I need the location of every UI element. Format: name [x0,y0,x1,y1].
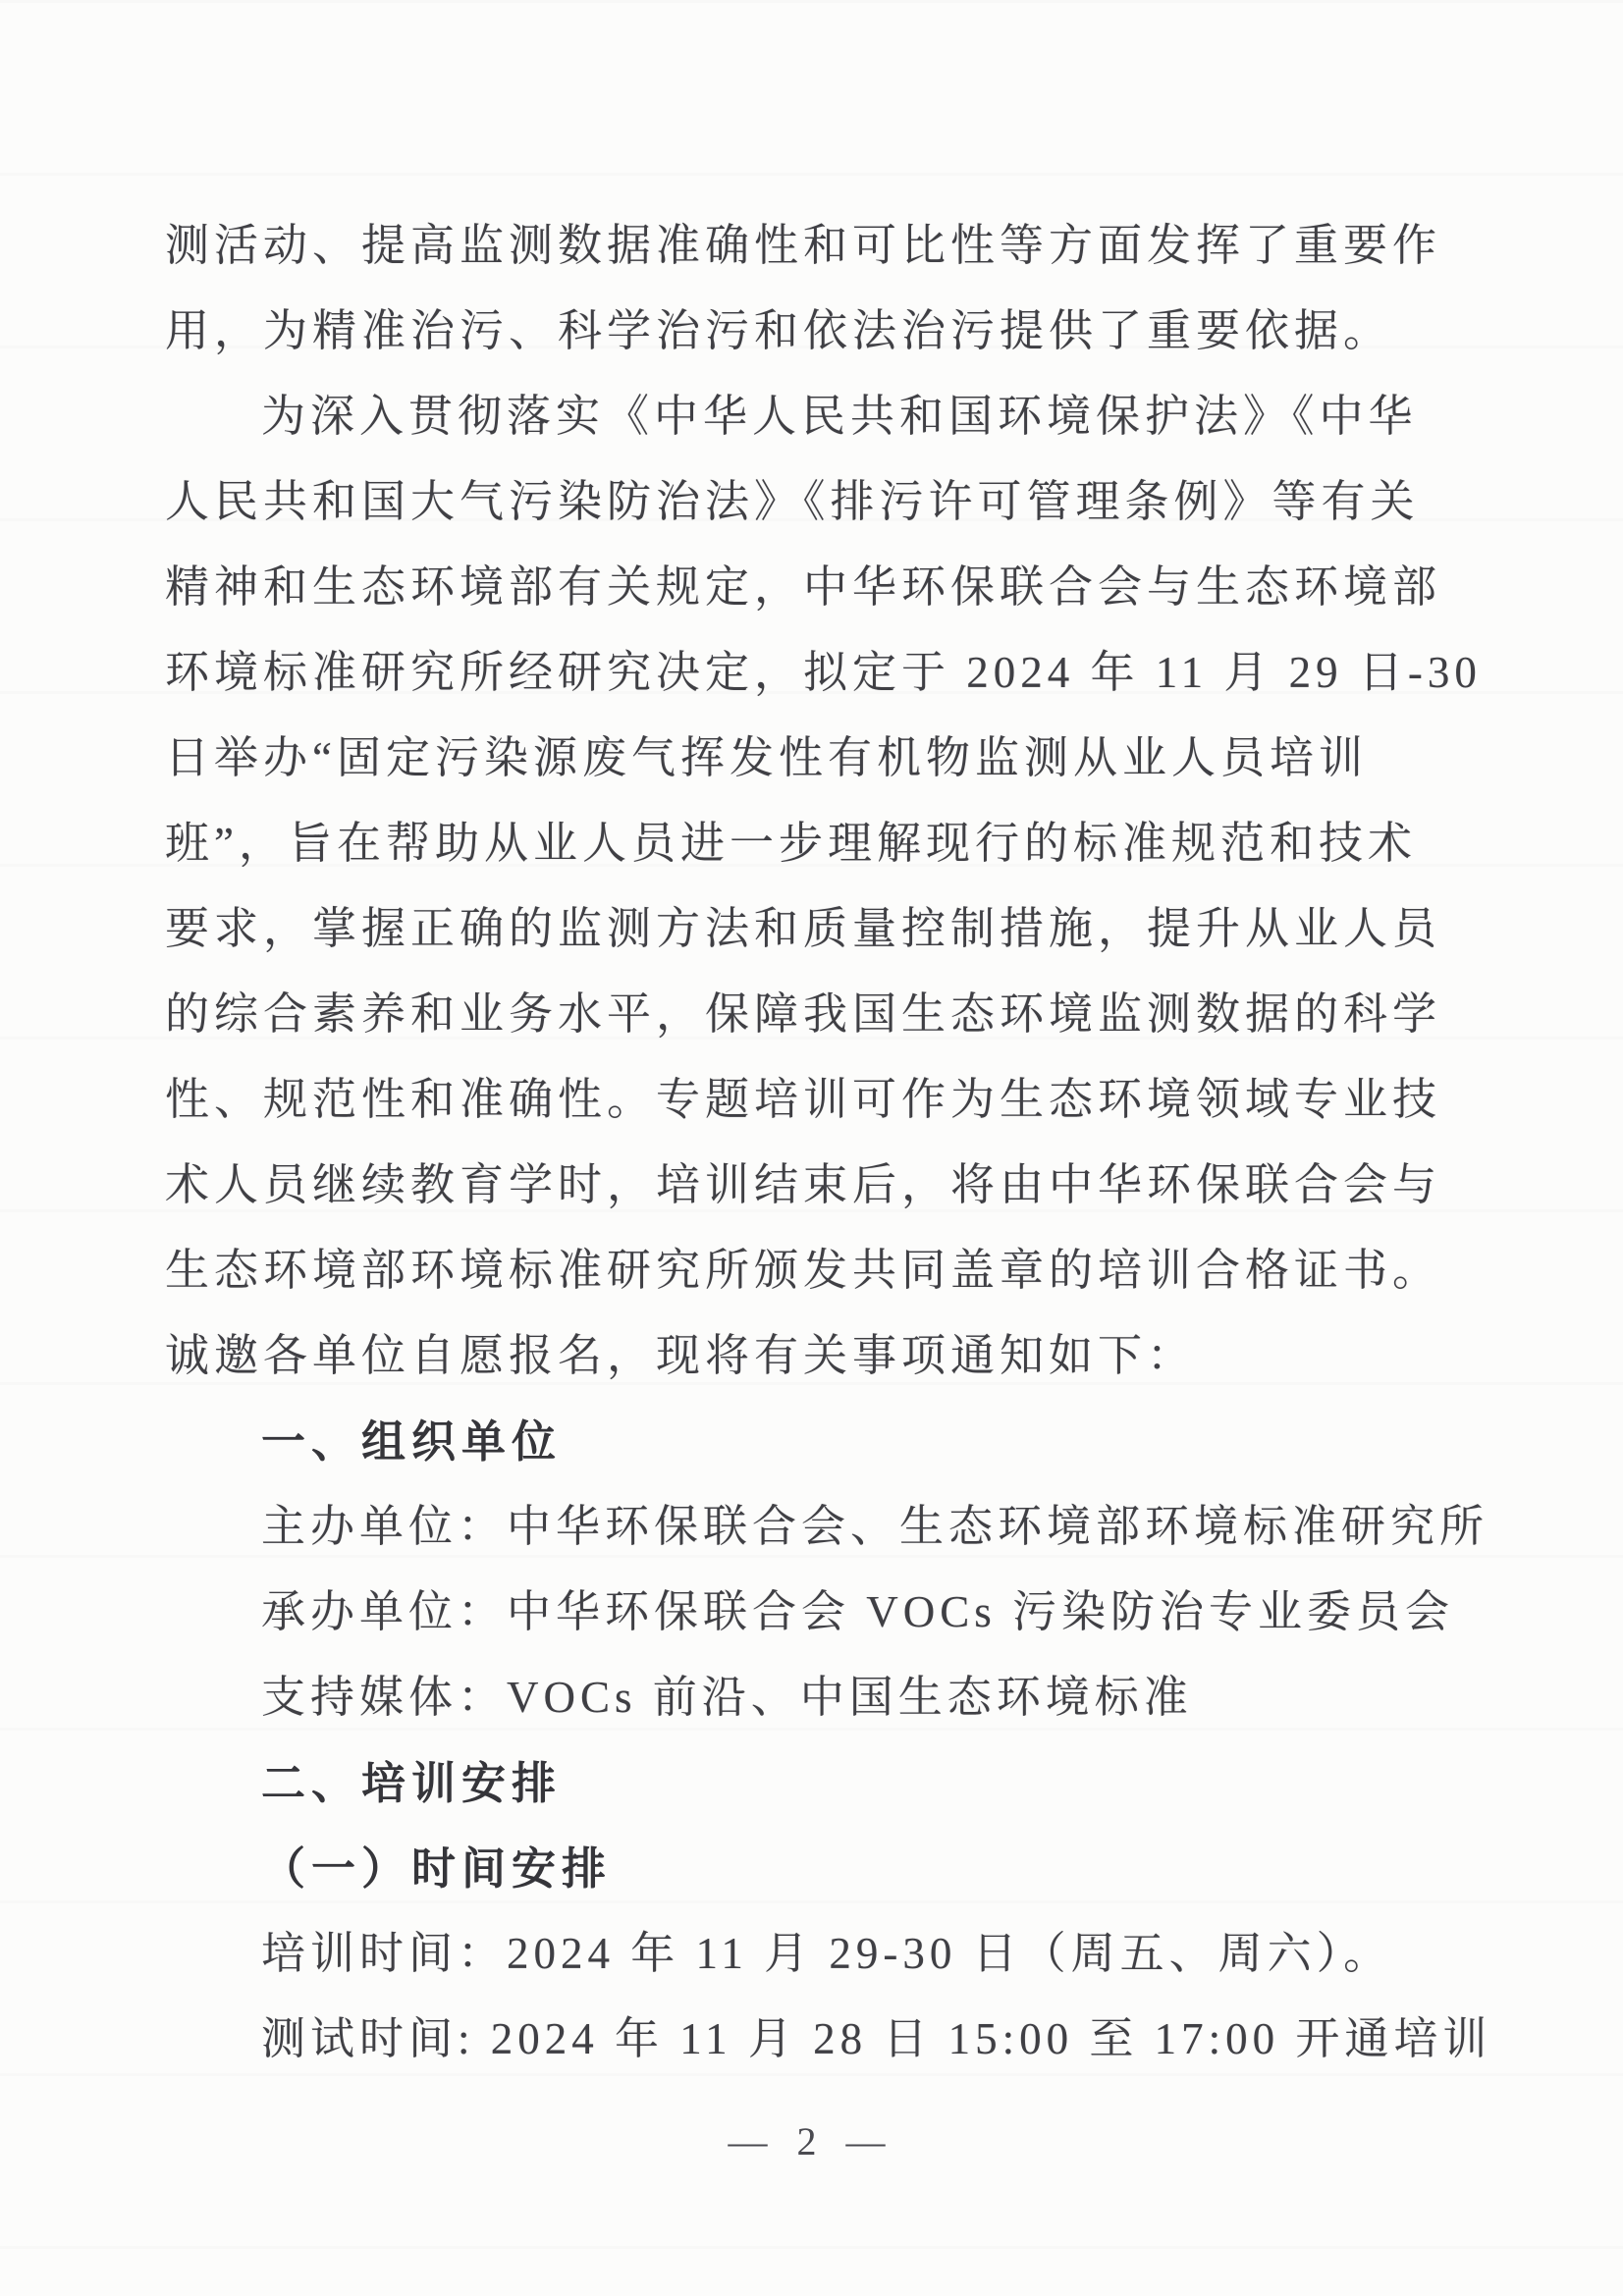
text-line: 术人员继续教育学时，培训结束后，将由中华环保联合会与 [165,1160,1442,1209]
section-heading: 二、培训安排 [261,1758,563,1808]
text-line: 支持媒体：VOCs 前沿、中国生态环境标准 [261,1673,1193,1722]
text-line: 为深入贯彻落实《中华人民共和国环境保护法》《中华 [261,392,1418,441]
text-line: 用，为精准治污、科学治污和依法治污提供了重要依据。 [165,306,1393,355]
text-line: 测活动、提高监测数据准确性和可比性等方面发挥了重要作 [165,221,1442,270]
text-line: 环境标准研究所经研究决定，拟定于 2024 年 11 月 29 日-30 [165,648,1482,697]
page-number: — 2 — [728,2119,895,2163]
page-footer [0,2118,1623,2164]
text-line: 日举办“固定污染源废气挥发性有机物监测从业人员培训 [165,733,1368,782]
text-line: 要求，掌握正确的监测方法和质量控制措施，提升从业人员 [165,904,1442,953]
text-line: 诚邀各单位自愿报名，现将有关事项通知如下： [165,1331,1197,1380]
section-heading: 一、组织单位 [261,1416,563,1467]
document-body [165,203,1492,2082]
section-heading: （一）时间安排 [261,1843,613,1894]
text-line: 班”，旨在帮助从业人员进一步理解现行的标准规范和技术 [165,819,1417,868]
text-line: 承办单位：中华环保联合会 VOCs 污染防治专业委员会 [261,1587,1455,1636]
text-line: 生态环境部环境标准研究所颁发共同盖章的培训合格证书。 [165,1246,1442,1295]
text-line: 测试时间: 2024 年 11 月 28 日 15:00 至 17:00 开通培训 [261,2014,1492,2063]
text-line: 人民共和国大气污染防治法》《排污许可管理条例》等有关 [165,477,1420,526]
text-line: 培训时间：2024 年 11 月 29-30 日（周五、周六）。 [261,1929,1393,1978]
text-line: 精神和生态环境部有关规定，中华环保联合会与生态环境部 [165,562,1442,612]
text-line: 性、规范性和准确性。专题培训可作为生态环境领域专业技 [165,1075,1442,1124]
text-line: 的综合素养和业务水平，保障我国生态环境监测数据的科学 [165,989,1442,1039]
text-line: 主办单位：中华环保联合会、生态环境部环境标准研究所 [261,1502,1489,1551]
